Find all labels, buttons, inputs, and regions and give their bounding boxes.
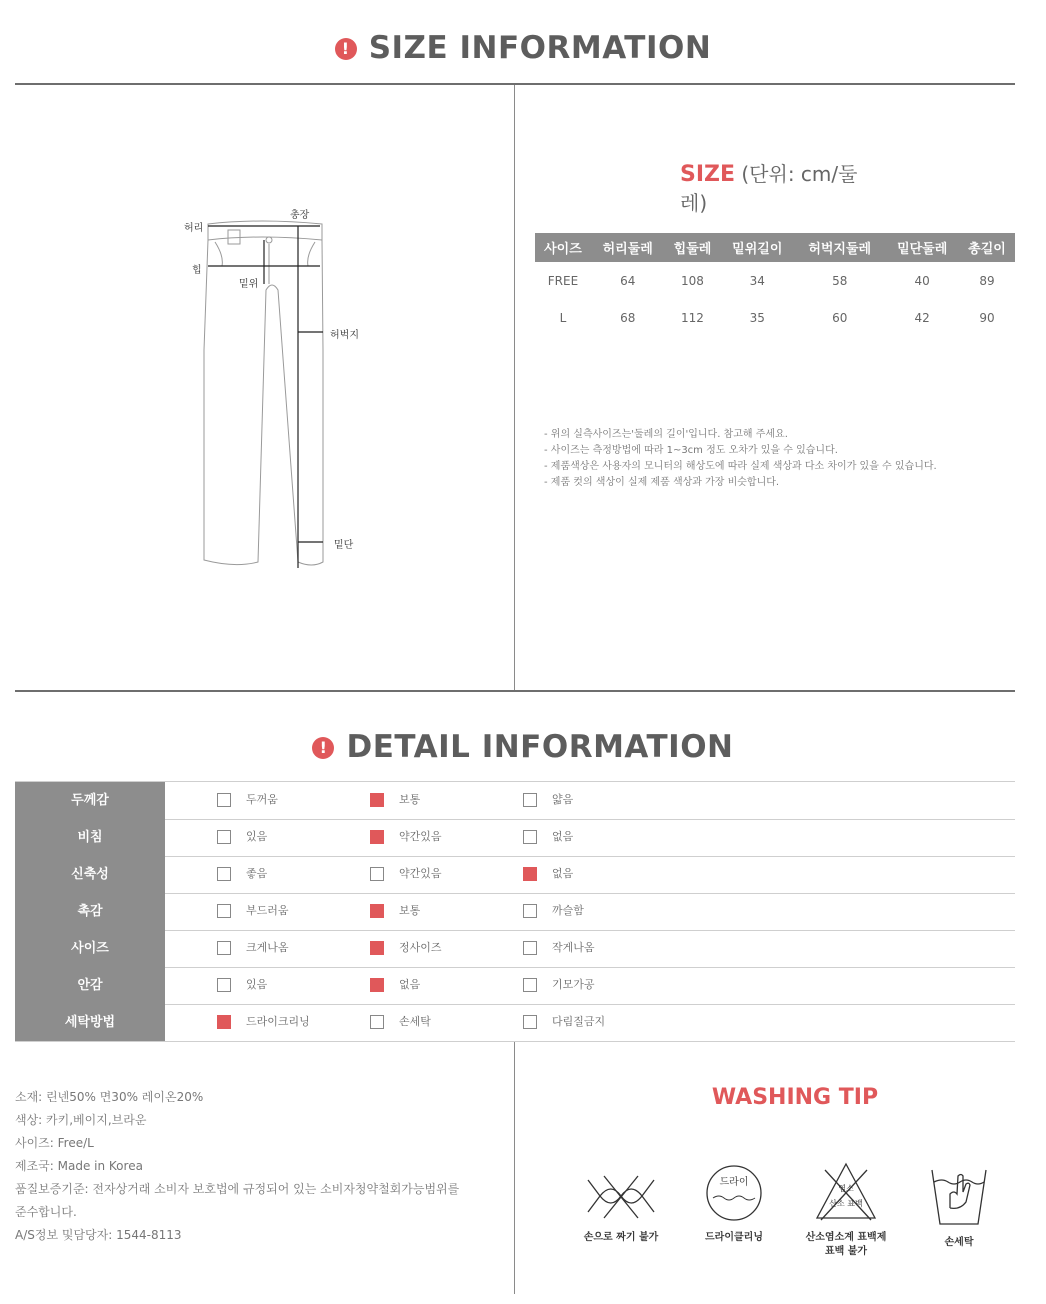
checkbox-checked xyxy=(217,1015,231,1029)
detail-row xyxy=(15,1004,1015,1042)
detail-option-label: 보통 xyxy=(399,793,421,806)
detail-option-label: 기모가공 xyxy=(552,978,595,991)
checkbox-checked xyxy=(370,941,384,955)
size-table-cell: 35 xyxy=(749,310,765,325)
checkbox-checked xyxy=(523,867,537,881)
dry-clean-icon-text: 드라이 xyxy=(719,1177,749,1188)
detail-option-label: 없음 xyxy=(552,867,574,880)
diagram-label-rise: 밑위 xyxy=(239,279,259,290)
detail-option-label: 보통 xyxy=(399,904,421,917)
top-divider xyxy=(15,83,1015,85)
size-table-header: 밑단둘레 xyxy=(885,233,959,262)
size-note: - 제품색상은 사용자의 모니터의 해상도에 따라 실제 색상과 다소 차이가 있을 수 있습니다. xyxy=(544,461,937,472)
diagram-label-hip: 힙 xyxy=(192,265,202,276)
size-table-header: 허벅지둘레 xyxy=(794,233,885,262)
size-table-cell: 64 xyxy=(620,273,636,288)
checkbox-unchecked xyxy=(217,867,231,881)
detail-row-label: 두께감 xyxy=(15,782,165,819)
detail-option-label: 약간있음 xyxy=(399,867,442,880)
washing-tip-title: WASHING TIP xyxy=(711,1085,879,1110)
detail-row xyxy=(15,782,1015,820)
hand-wash-label: 손세탁 xyxy=(944,1237,974,1248)
info-column-divider xyxy=(514,1042,515,1294)
no-wring-label: 손으로 짜기 불가 xyxy=(583,1232,659,1243)
alert-icon: ! xyxy=(312,737,334,759)
diagram-label-total: 총장 xyxy=(290,210,310,221)
checkbox-unchecked xyxy=(523,830,537,844)
no-bleach-icon-text-1: 염소 xyxy=(838,1184,854,1193)
detail-row xyxy=(15,819,1015,857)
size-table-header: 총길이 xyxy=(959,233,1015,262)
detail-option-label: 작게나옴 xyxy=(552,941,595,954)
size-table-cell: L xyxy=(559,310,567,325)
size-heading xyxy=(680,158,880,216)
detail-row-label: 비침 xyxy=(15,819,165,856)
pants-diagram xyxy=(180,200,380,580)
detail-option-label: 정사이즈 xyxy=(399,941,442,954)
size-table-cell: 58 xyxy=(832,273,848,288)
detail-row xyxy=(15,967,1015,1005)
diagram-label-waist: 허리 xyxy=(184,223,204,234)
size-table-header: 힙둘레 xyxy=(665,233,721,262)
no-bleach-label-2: 표백 불가 xyxy=(824,1246,868,1257)
checkbox-unchecked xyxy=(523,978,537,992)
checkbox-unchecked xyxy=(370,867,384,881)
detail-information-title-text: DETAIL INFORMATION xyxy=(346,729,734,765)
checkbox-checked xyxy=(370,978,384,992)
detail-row-label: 촉감 xyxy=(15,893,165,930)
checkbox-unchecked xyxy=(370,1015,384,1029)
size-note: - 위의 실측사이즈는'둘레의 길이'입니다. 참고해 주세요. xyxy=(544,429,788,440)
detail-row xyxy=(15,856,1015,894)
size-table-cell: FREE xyxy=(547,273,579,288)
size-heading-label: SIZE xyxy=(680,162,736,187)
product-info-line: 색상: 카키,베이지,브라운 xyxy=(15,1113,147,1127)
detail-option-label: 부드러움 xyxy=(246,904,289,917)
size-note: - 제품 컷의 색상이 실제 제품 색상과 가장 비슷합니다. xyxy=(544,477,780,488)
detail-option-label: 얇음 xyxy=(552,793,574,806)
detail-option-label: 있음 xyxy=(246,830,268,843)
product-info-line: 준수합니다. xyxy=(15,1205,77,1219)
detail-option-label: 까슬함 xyxy=(552,904,584,917)
product-info-line: 품질보증기준: 전자상거래 소비자 보호법에 규정되어 있는 소비자청약철회가능범위를 xyxy=(15,1182,460,1196)
checkbox-unchecked xyxy=(217,941,231,955)
checkbox-checked xyxy=(370,830,384,844)
checkbox-unchecked xyxy=(523,1015,537,1029)
size-notes xyxy=(544,427,937,491)
size-information-title xyxy=(0,30,1046,66)
hand-wash-icon xyxy=(930,1166,988,1228)
checkbox-checked xyxy=(370,904,384,918)
detail-row xyxy=(15,930,1015,968)
size-table-cell: 108 xyxy=(681,273,704,288)
size-table-header: 밑위길이 xyxy=(720,233,794,262)
no-wring-icon xyxy=(586,1172,656,1222)
no-bleach-label-1: 산소염소계 표백제 xyxy=(805,1232,887,1243)
size-note: - 사이즈는 측정방법에 따라 1~3cm 정도 오차가 있을 수 있습니다. xyxy=(544,445,838,456)
size-table-cell: 89 xyxy=(979,273,995,288)
size-table-row xyxy=(535,262,1015,299)
size-column-divider xyxy=(514,85,515,690)
size-table-cell: 42 xyxy=(914,310,930,325)
detail-row-label: 사이즈 xyxy=(15,930,165,967)
size-information-title-text: SIZE INFORMATION xyxy=(368,30,712,66)
detail-option-label: 좋음 xyxy=(246,867,268,880)
size-table xyxy=(535,233,1015,336)
size-table-cell: 60 xyxy=(832,310,848,325)
detail-option-label: 있음 xyxy=(246,978,268,991)
checkbox-checked xyxy=(370,793,384,807)
diagram-label-thigh: 허벅지 xyxy=(330,330,359,341)
product-info-line: 소재: 린넨50% 면30% 레이온20% xyxy=(15,1090,204,1104)
dry-clean-label: 드라이클리닝 xyxy=(705,1232,763,1243)
size-table-cell: 90 xyxy=(979,310,995,325)
size-table-header: 사이즈 xyxy=(535,233,591,262)
size-table-cell: 40 xyxy=(914,273,930,288)
checkbox-unchecked xyxy=(523,793,537,807)
size-table-cell: 68 xyxy=(620,310,636,325)
detail-information-title xyxy=(0,729,1046,765)
detail-option-label: 약간있음 xyxy=(399,830,442,843)
product-info-line: A/S정보 및담당자: 1544-8113 xyxy=(15,1228,182,1242)
checkbox-unchecked xyxy=(217,793,231,807)
product-info xyxy=(15,1086,459,1247)
checkbox-unchecked xyxy=(217,904,231,918)
detail-row-label: 안감 xyxy=(15,967,165,1004)
detail-row xyxy=(15,893,1015,931)
diagram-label-hem: 밑단 xyxy=(334,540,354,551)
detail-option-label: 손세탁 xyxy=(399,1015,431,1028)
size-bottom-divider xyxy=(15,690,1015,692)
checkbox-unchecked xyxy=(217,830,231,844)
checkbox-unchecked xyxy=(217,978,231,992)
detail-option-label: 없음 xyxy=(552,830,574,843)
size-table-cell: 34 xyxy=(749,273,765,288)
detail-row-label: 세탁방법 xyxy=(15,1004,165,1041)
detail-option-label: 두꺼움 xyxy=(246,793,278,806)
detail-row-label: 신축성 xyxy=(15,856,165,893)
checkbox-unchecked xyxy=(523,941,537,955)
product-info-line: 사이즈: Free/L xyxy=(15,1136,94,1150)
detail-option-label: 드라이크리닝 xyxy=(246,1015,310,1028)
size-table-cell: 112 xyxy=(681,310,704,325)
alert-icon: ! xyxy=(335,38,357,60)
size-table-header: 허리둘레 xyxy=(591,233,665,262)
product-info-line: 제조국: Made in Korea xyxy=(15,1159,143,1173)
size-table-row xyxy=(535,299,1015,336)
no-bleach-icon-text-2: 산소 표백 xyxy=(829,1199,863,1208)
checkbox-unchecked xyxy=(523,904,537,918)
detail-option-label: 크게나옴 xyxy=(246,941,289,954)
detail-option-label: 다림질금지 xyxy=(552,1015,606,1028)
detail-option-label: 없음 xyxy=(399,978,421,991)
size-table-header-row xyxy=(535,233,1015,262)
size-heading-unit: (단위: cm/둘레) xyxy=(680,162,858,215)
